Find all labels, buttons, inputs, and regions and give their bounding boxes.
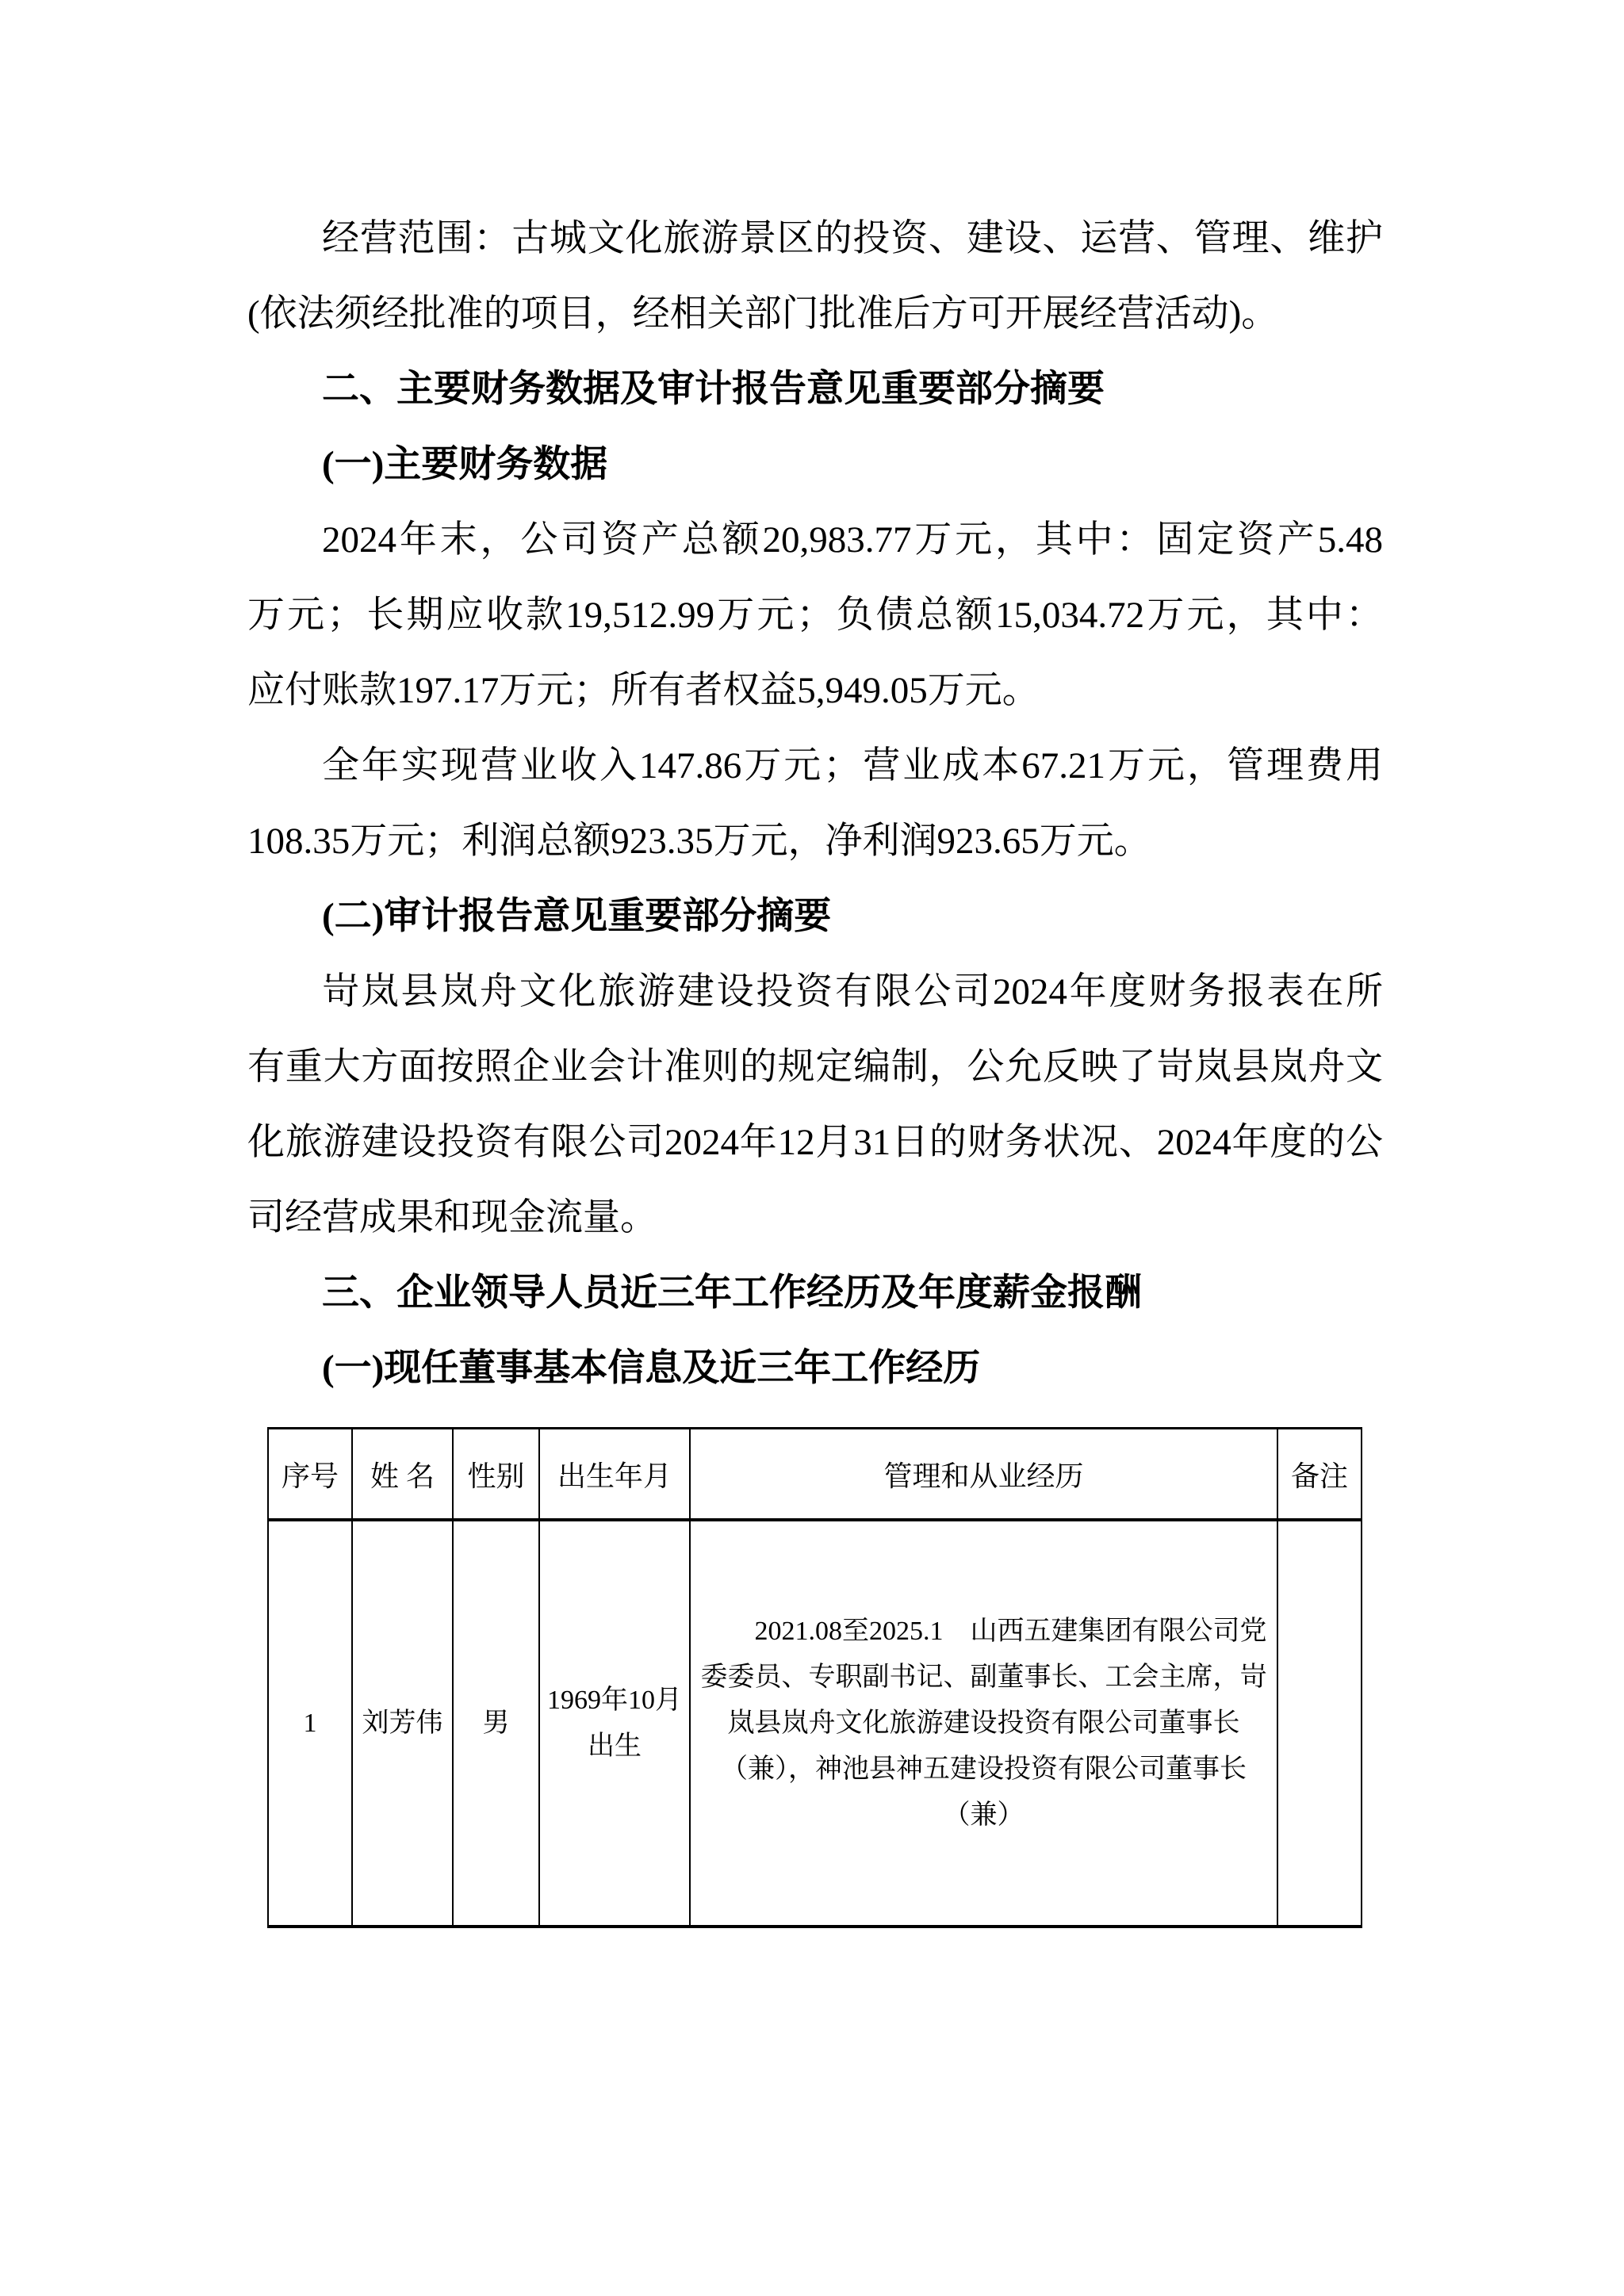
para-financial-line3: 应付账款197.17万元；所有者权益5,949.05万元。 (247, 670, 1040, 711)
para-financial-line2: 万元；长期应收款19,512.99万元；负债总额15,034.72万元，其中： (247, 595, 1383, 636)
directors-table-header-row (268, 1429, 1362, 1521)
heading-section-3-1: (一)现任董事基本信息及近三年工作经历 (322, 1348, 981, 1389)
table-row (268, 1520, 1362, 1927)
para-audit-line2: 有重大方面按照企业会计准则的规定编制，公允反映了岢岚县岚舟文 (247, 1047, 1383, 1088)
para-revenue-line1: 全年实现营业收入147.86万元；营业成本67.21万元，管理费用 (322, 745, 1383, 786)
para-operating-scope-line2: (依法须经批准的项目，经相关部门批准后方可开展经营活动)。 (247, 293, 1279, 335)
para-financial-line1: 2024年末，公司资产总额20,983.77万元，其中：固定资产5.48 (322, 519, 1383, 561)
cell-gender: 男 (453, 1520, 539, 1927)
heading-section-2: 二、主要财务数据及审计报告意见重要部分摘要 (322, 369, 1105, 410)
para-audit-line1: 岢岚县岚舟文化旅游建设投资有限公司2024年度财务报表在所 (322, 971, 1383, 1012)
col-header-experience: 管理和从业经历 (690, 1429, 1277, 1521)
cell-seq: 1 (268, 1520, 352, 1927)
heading-section-2-2: (二)审计报告意见重要部分摘要 (322, 896, 832, 937)
heading-section-3: 三、企业领导人员近三年工作经历及年度薪金报酬 (322, 1272, 1142, 1314)
col-header-birth: 出生年月 (539, 1429, 690, 1521)
cell-experience: 2021.08至2025.1 山西五建集团有限公司党委委员、专职副书记、副董事长、工会主席，岢岚县岚舟文化旅游建设投资有限公司董事长（兼），神池县神五建设投资有限公司董事长（兼） (690, 1520, 1277, 1927)
cell-name: 刘芳伟 (352, 1520, 453, 1927)
col-header-note: 备注 (1277, 1429, 1362, 1521)
cell-note (1277, 1520, 1362, 1927)
heading-section-2-1: (一)主要财务数据 (322, 444, 608, 485)
directors-table (267, 1427, 1362, 1928)
para-audit-line3: 化旅游建设投资有限公司2024年12月31日的财务状况、2024年度的公 (247, 1122, 1383, 1163)
col-header-seq: 序号 (268, 1429, 352, 1521)
col-header-name: 姓 名 (352, 1429, 453, 1521)
para-audit-line4: 司经营成果和现金流量。 (247, 1197, 657, 1238)
para-revenue-line2: 108.35万元；利润总额923.35万元，净利润923.65万元。 (247, 821, 1151, 862)
para-operating-scope-line1: 经营范围：古城文化旅游景区的投资、建设、运营、管理、维护 (322, 218, 1383, 259)
col-header-gender: 性别 (453, 1429, 539, 1521)
cell-birth: 1969年10月出生 (539, 1520, 690, 1927)
